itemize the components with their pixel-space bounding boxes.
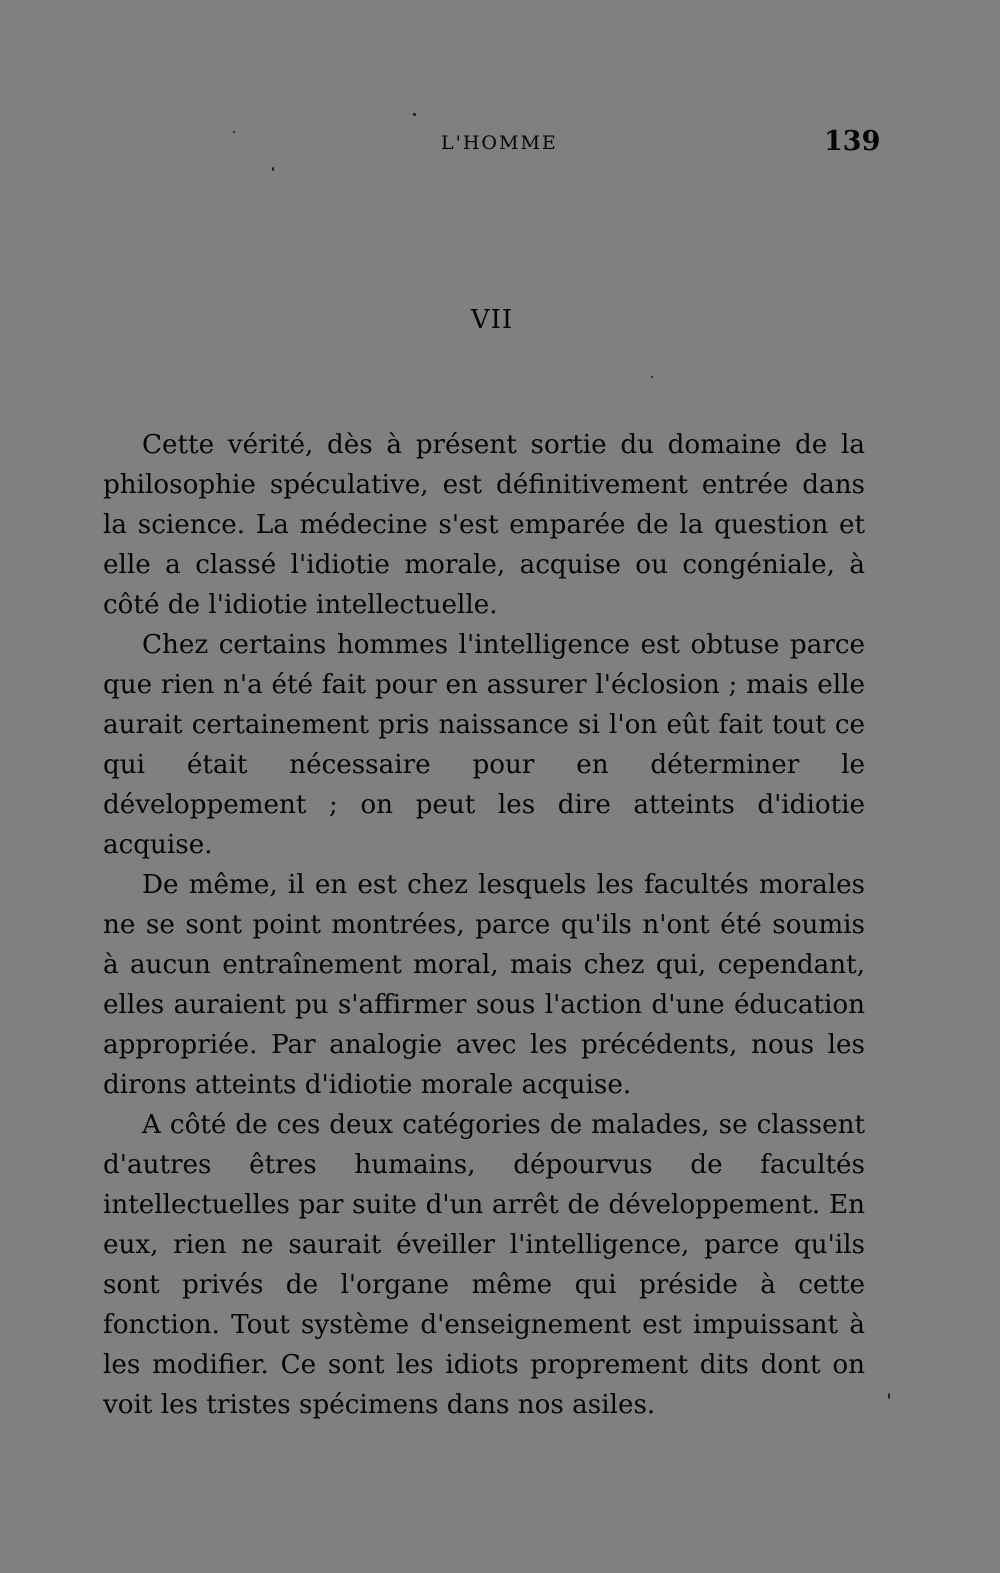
running-title: L'HOMME bbox=[441, 132, 558, 154]
scan-speck bbox=[272, 167, 274, 171]
paragraph: A côté de ces deux catégories de malades, se classent d'autres êtres humains, dépourvus de facultés intellectuelles par suite d'un arrêt de développement. En eux, rien ne saurait éveiller l'intelligence, parce qu'ils sont privés de l'organe même qui préside à cette fonction. Tout système d'enseignement est impuissant à les modifier. Ce sont les idiots proprement dits dont on voit les tristes spécimens dans nos asiles. bbox=[103, 1110, 865, 1420]
scan-speck bbox=[888, 1393, 890, 1399]
scan-speck bbox=[651, 376, 653, 378]
scan-speck bbox=[413, 113, 416, 116]
body-text bbox=[103, 425, 865, 1425]
section-number: VII bbox=[470, 305, 514, 335]
paragraph: Cette vérité, dès à présent sortie du domaine de la philosophie spéculative, est définitivement entrée dans la science. La médecine s'est emparée de la question et elle a classé l'idiotie morale, acquise ou congéniale, à côté de l'idiotie intellectuelle. bbox=[103, 430, 865, 620]
scan-speck bbox=[233, 131, 235, 133]
running-head bbox=[0, 126, 1000, 166]
page-number: 139 bbox=[824, 126, 881, 157]
paragraph: Chez certains hommes l'intelligence est obtuse parce que rien n'a été fait pour en assurer l'éclosion ; mais elle aurait certainement pris naissance si l'on eût fait tout ce qui était nécessaire pour en déterminer le développement ; on peut les dire atteints d'idiotie acquise. bbox=[103, 630, 865, 860]
paragraph: De même, il en est chez lesquels les facultés morales ne se sont point montrées, parce qu'ils n'ont été soumis à aucun entraînement moral, mais chez qui, cependant, elles auraient pu s'affirmer sous l'action d'une éducation appropriée. Par analogie avec les précédents, nous les dirons atteints d'idiotie morale acquise. bbox=[103, 870, 865, 1100]
